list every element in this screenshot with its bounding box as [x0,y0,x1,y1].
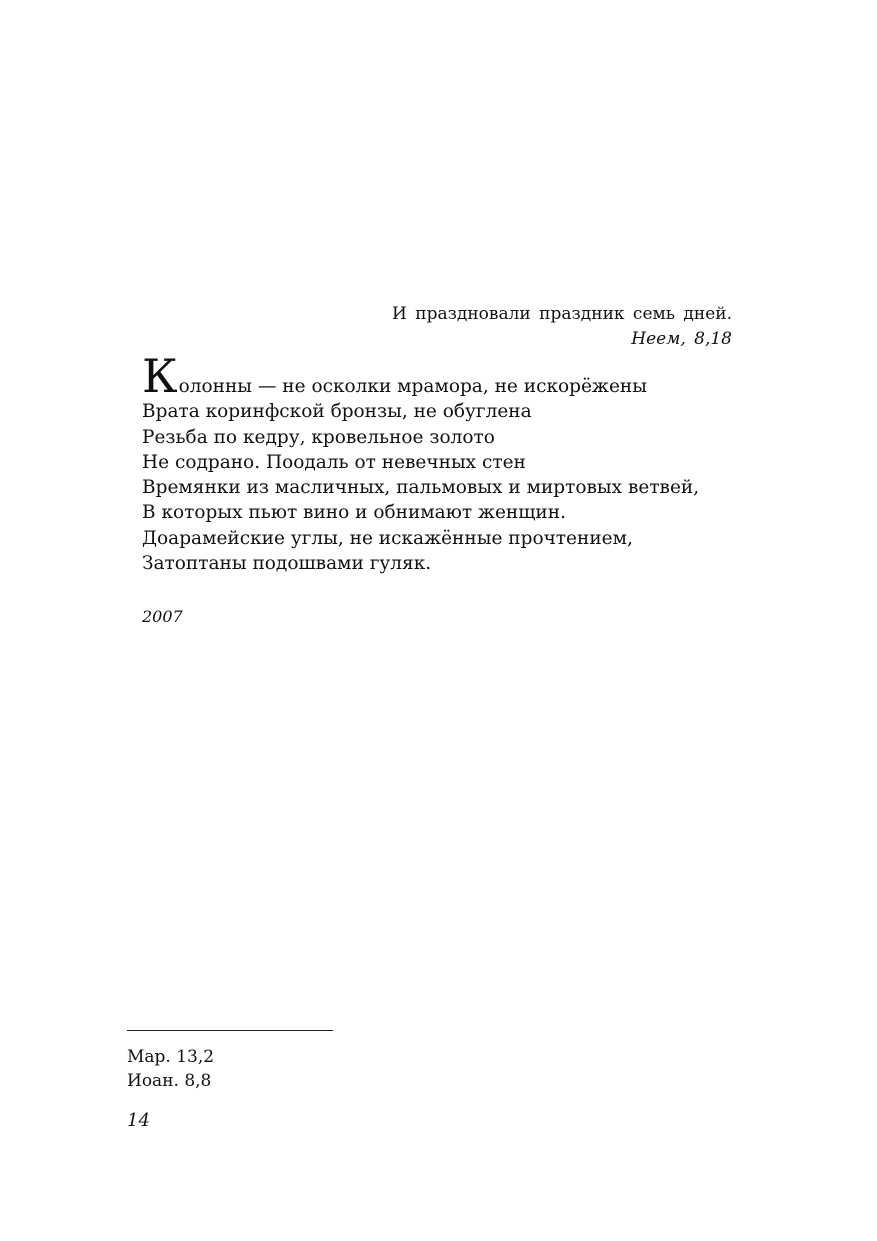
epigraph-source: Неем, 8,18 [631,329,732,349]
poem-line-2: Врата коринфской бронзы, не обуглена [142,401,532,423]
poem-line-8: Затоптаны подошвами гуляк. [142,553,432,575]
poem [142,349,700,576]
drop-cap: К [142,349,178,403]
epigraph-text: И праздновали праздник семь дней. [392,304,732,324]
poem-line-3: Резьба по кедру, кровельное золото [142,426,495,448]
poem-year: 2007 [142,607,183,626]
poem-line-6: В которых пьют вино и обнимают женщин. [142,502,566,524]
footnote-1: Мар. 13,2 [127,1047,215,1067]
poem-line-7: Доарамейские углы, не искажённые прочтением, [142,527,633,549]
poem-line-1 [142,349,699,403]
footnote-divider [127,1030,333,1031]
epigraph [392,302,732,352]
footnotes [127,1045,214,1093]
poem-line-5: Времянки из масличных, пальмовых и миртовых ветвей, [142,477,700,499]
page-number: 14 [127,1110,150,1131]
poem-line-1-text: олонны — не осколки мрамора, не искорёжены [178,376,647,397]
footnote-2: Иоан. 8,8 [127,1071,212,1091]
poem-line-4: Не содрано. Поодаль от невечных стен [142,451,526,473]
